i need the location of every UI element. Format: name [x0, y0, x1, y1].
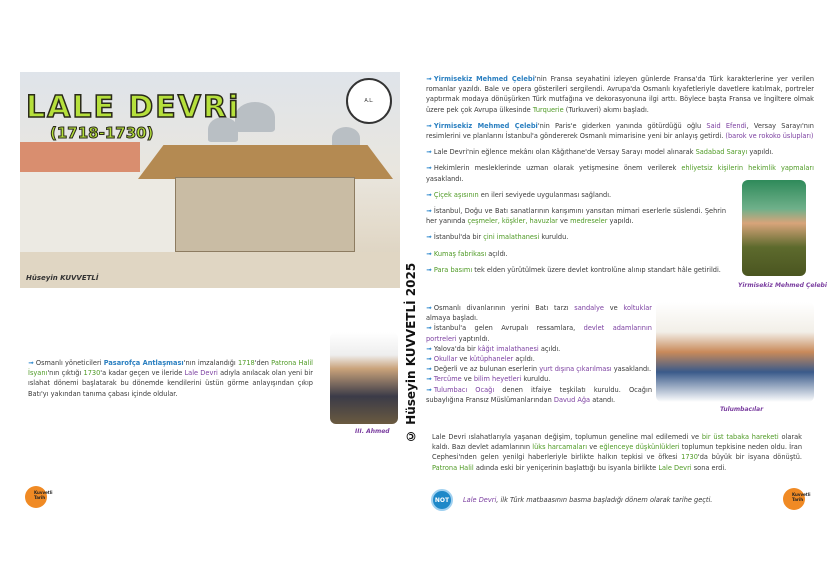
body-text: ve: [557, 217, 571, 226]
list-item: [426, 232, 726, 242]
tulumba-caption: Tulumbacılar: [720, 406, 764, 413]
kuvvetli-tarih-logo: [25, 486, 53, 508]
highlight-text: Davud Ağa: [553, 395, 591, 404]
list-item: [426, 364, 652, 374]
highlight-text: Patrona Halil İsyanı: [28, 359, 313, 378]
note-text: [463, 495, 763, 505]
arrow-icon: ➟: [426, 249, 432, 258]
body-text: Lale Devri ıslahatlarıyla yaşanan değişim, toplumun geneline mal edilemedi ve: [432, 433, 702, 441]
highlight-text: sandalye: [574, 304, 604, 312]
page-years: (1718-1730): [50, 124, 154, 142]
list-item: [426, 74, 814, 115]
body-text: 'nın çıktığı: [47, 369, 84, 378]
school-seal-logo: [346, 78, 392, 124]
highlight-text: Para basımı: [433, 265, 473, 274]
arrow-icon: ➟: [426, 75, 432, 83]
body-text: sona erdi.: [691, 463, 727, 472]
body-text: yapıldı.: [607, 217, 634, 226]
list-item: [426, 249, 726, 259]
arrow-icon: ➟: [426, 365, 432, 374]
arrow-icon: ➟: [426, 375, 432, 384]
highlight-text: Patrona Halil: [432, 463, 474, 472]
highlight-text: yurt dışına çıkarılması: [539, 365, 612, 374]
body-text: yasaklandı.: [426, 174, 464, 183]
summary-paragraph: [432, 432, 802, 473]
note-badge: NOT: [431, 489, 453, 511]
body-text: açıldı.: [538, 344, 561, 353]
list-item: [426, 385, 652, 405]
body-text: açıldı.: [513, 355, 535, 364]
fountain-roof: [138, 145, 393, 179]
body-text: Osmanlı yöneticileri: [35, 359, 104, 367]
body-text: Lale Devri'nin eğlence mekânı olan Kâğıthane'de Versay Sarayı model alınarak: [433, 148, 696, 157]
list-item: [426, 121, 814, 141]
body-text: atandı.: [590, 395, 616, 404]
body-text: yapıldı.: [747, 148, 774, 157]
highlight-text: Lale Devri: [184, 369, 218, 378]
highlight-text: 1730: [83, 369, 101, 378]
body-text: (Turkuveri) akımı başladı.: [563, 105, 649, 114]
list-item: [426, 374, 652, 384]
highlight-text: Said Efendi: [706, 121, 747, 130]
copyright-text: © Hüseyin KUVVETLİ 2025: [404, 262, 418, 443]
body-text: yaptırıldı.: [456, 334, 490, 343]
list-item: [426, 323, 652, 343]
gate-wall: [20, 172, 180, 252]
arrow-icon: ➟: [426, 355, 432, 364]
highlight-text: 1730: [681, 453, 698, 462]
body-text: toplumun tepkisine neden oldu. İran Cephesi'nden gelen yenilgi haberleriyle birlikte halkın tepkisi ve öfkesi: [432, 443, 803, 462]
body-text: 'nın imzalandığı: [183, 359, 238, 367]
highlight-text: Tulumbacı Ocağı: [433, 385, 495, 394]
cover-illustration: [20, 72, 400, 288]
highlight-text: Yirmisekiz Mehmed Çelebi: [433, 75, 535, 83]
arrow-icon: ➟: [426, 385, 432, 394]
highlight-text: ehliyetsiz kişilerin hekimlik yapmaları: [681, 164, 814, 173]
body-text: 'da büyük bir isyana dönüştü.: [697, 453, 802, 462]
body-text: , Versay Sarayı'nın resimlerini ve planlarını İstanbul'a göndererek Osmanlı mimarisine yeni bir anlayış getirdi.: [426, 121, 814, 141]
arrow-icon: ➟: [426, 207, 432, 216]
highlight-text: Sadabad Sarayı: [695, 148, 748, 157]
body-text: İstanbul'a gelen Avrupalı ressamlara,: [433, 324, 584, 333]
highlight-text: (barok ve rokoko üslupları): [725, 132, 814, 141]
body-text: 'den: [254, 359, 272, 367]
arrow-icon: ➟: [426, 324, 432, 333]
highlight-text: eğlenceye düşkünlükleri: [599, 443, 680, 452]
body-text: , ilk Türk matbaasının basma başladığı dönem olarak tarihe geçti.: [496, 496, 713, 504]
arrow-icon: ➟: [426, 121, 432, 130]
body-text: 'nin Fransa seyahatini izleyen günlerde Fransa'da Türk karakterlerine yer verilen romanlar yazıldı. Bale ve opera gösterileri sergilendi. Avrupa'da Osmanlı kıyafetleriyle davetlere katılmak, portreler yaptırmak modaya dönüşürken Türk mutfağına ve dekorasyonuna ilgi arttı. Böylece başta Fransa ve İngiltere olmak üzere pek çok Avrupa ülkesinde: [426, 75, 815, 114]
arrow-icon: ➟: [426, 164, 432, 173]
highlight-text: Lale Devri: [658, 463, 692, 472]
arrow-icon: ➟: [426, 190, 432, 199]
highlight-text: devlet adamlarının portreleri: [426, 324, 652, 343]
celebi-portrait: [742, 180, 806, 276]
highlight-text: Tercüme: [433, 375, 462, 384]
body-text: almaya başladı.: [426, 314, 479, 323]
highlight-text: kütüphaneler: [469, 355, 514, 364]
list-item: [426, 303, 652, 323]
body-text: olarak kaldı. Bazı devlet adamlarının: [432, 433, 802, 452]
arrow-icon: ➟: [426, 265, 432, 274]
author-name: Hüseyin KUVVETLİ: [26, 274, 99, 282]
portrait-caption: III. Ahmed: [355, 428, 390, 435]
body-text: ve: [587, 443, 600, 452]
body-text: tek elden yürütülmek üzere devlet kontrolüne alınıp standart hâle getirildi.: [472, 265, 721, 274]
body-text: adıyla anılacak olan yeni bir ıslahat dönemi başlatarak bu dönemde kendilerini üstün görme anlayışından çıkıp Batı'yı yakından tanıma çabası içinde oldular.: [28, 369, 314, 398]
celebi-caption: Yirmisekiz Mehmed Çelebi: [738, 282, 827, 289]
list-item: [426, 147, 814, 157]
seal-text: A.L.: [364, 98, 374, 104]
highlight-text: Çiçek aşısının: [433, 190, 479, 199]
highlight-text: çeşmeler, köşkler, havuzlar: [467, 217, 558, 226]
body-text: Yalova'da bir: [433, 344, 478, 353]
highlight-text: 1718: [237, 359, 255, 367]
highlight-text: lüks harcamaları: [532, 443, 588, 452]
highlight-text: Lale Devri: [463, 496, 497, 504]
tulumbacilar-illustration: [656, 302, 814, 402]
body-text: yasaklandı.: [611, 365, 652, 374]
page-title: LALE DEVRi: [26, 90, 241, 125]
body-text: Osmanlı divanlarının yerini Batı tarzı: [433, 304, 575, 312]
body-text: ve: [603, 304, 624, 312]
highlight-text: koltuklar: [623, 304, 652, 312]
list-item: [426, 354, 652, 364]
body-text: ve: [457, 355, 470, 364]
arrow-icon: ➟: [426, 148, 432, 157]
body-text: kuruldu.: [521, 375, 551, 384]
highlight-text: Yirmisekiz Mehmed Çelebi: [433, 121, 538, 130]
body-text: açıldı.: [486, 249, 508, 258]
palace-wall: [20, 142, 140, 172]
fountain-body: [175, 177, 355, 252]
highlight-text: bir üst tabaka hareketi: [701, 433, 779, 441]
arrow-icon: ➟: [426, 304, 432, 312]
list-item: [426, 344, 652, 354]
kuvvetli-tarih-logo: [783, 488, 811, 510]
arrow-icon: ➟: [426, 233, 432, 242]
body-text: İstanbul'da bir: [433, 233, 484, 242]
ground: [20, 252, 400, 288]
body-text: denen itfaiye teşkilatı kuruldu. Ocağın subaylığına Fransız Müslümanlarından: [426, 385, 652, 404]
iii-ahmed-portrait: [330, 332, 398, 424]
highlight-text: çini imalathanesi: [483, 233, 540, 242]
logo-text: Kuvvetli Tarih: [34, 490, 53, 500]
list-item: [426, 265, 726, 275]
intro-paragraph: [28, 358, 313, 399]
highlight-text: Kumaş fabrikası: [433, 249, 487, 258]
highlight-text: Turquerie: [532, 105, 564, 114]
highlight-text: Pasarofça Antlaşması: [103, 359, 184, 367]
arrow-icon: ➟: [28, 359, 34, 367]
highlight-text: medreseler: [570, 217, 608, 226]
body-text: en ileri seviyede uygulanması sağlandı.: [478, 190, 612, 199]
list-item: [426, 206, 726, 226]
body-text: adında eski bir yeniçerinin başlattığı bu isyanla birlikte: [473, 463, 659, 472]
reforms-list-2: [426, 303, 652, 405]
body-text: 'a kadar geçen ve ileride: [100, 369, 185, 378]
highlight-text: bilim heyetleri: [473, 375, 522, 384]
body-text: İstanbul, Doğu ve Batı sanatlarının karışımını yansıtan mimari eserlerle süslendi. Şehrin her yanında: [426, 207, 726, 226]
dome: [235, 102, 275, 132]
body-text: Değerli ve az bulunan eserlerin: [433, 365, 540, 374]
arrow-icon: ➟: [426, 344, 432, 353]
body-text: kuruldu.: [539, 233, 569, 242]
highlight-text: kâğıt imalathanesi: [477, 344, 539, 353]
list-item: [426, 190, 726, 200]
body-text: Hekimlerin mesleklerinde uzman olarak yetişmesine önem verilerek: [433, 164, 682, 173]
highlight-text: Okullar: [433, 355, 458, 364]
body-text: ve: [461, 375, 474, 384]
logo-text: Kuvvetli Tarih: [792, 492, 811, 502]
body-text: 'nin Paris'e giderken yanında götürdüğü oğlu: [537, 121, 707, 130]
